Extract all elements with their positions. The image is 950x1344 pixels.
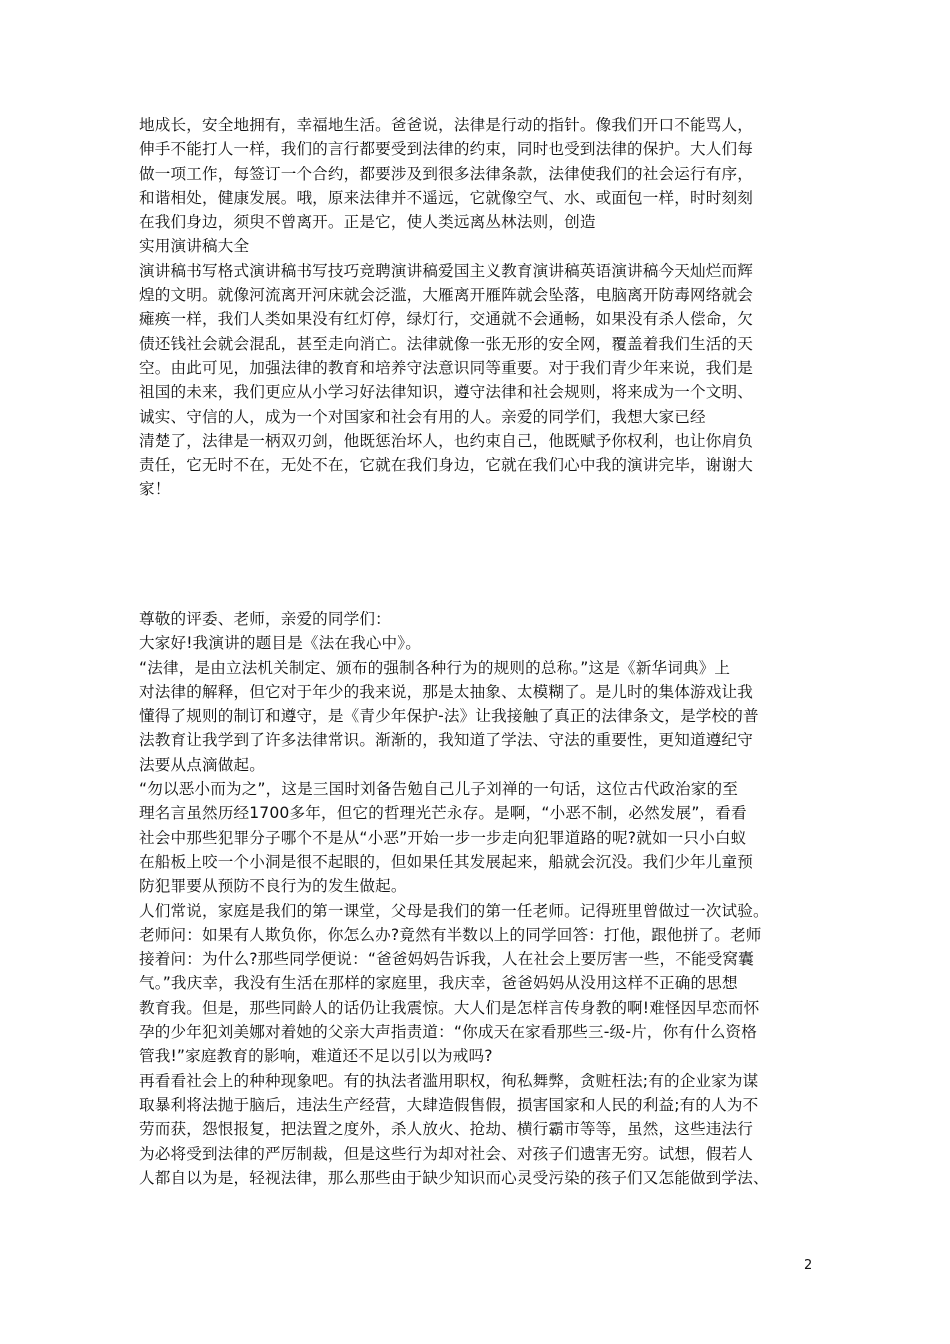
text-line: 诚实、守信的人，成为一个对国家和社会有用的人。亲爱的同学们，我想大家已经 — [139, 407, 706, 426]
text-line: 瘫痪一样，我们人类如果没有红灯停，绿灯行，交通就不会通畅，如果没有杀人偿命，欠 — [139, 310, 754, 329]
text-line: 煌的文明。就像河流离开河床就会泛滥，大雁离开雁阵就会坠落，电脑离开防毒网络就会 — [139, 286, 754, 305]
text-line: 防犯罪要从预防不良行为的发生做起。 — [139, 877, 407, 896]
text-line: 理名言虽然历经1700多年，但它的哲理光芒永存。是啊，“小恶不制，必然发展”，看看 — [139, 804, 747, 823]
text-line: 法教育让我学到了许多法律常识。渐渐的，我知道了学法、守法的重要性，更知道遵纪守 — [139, 731, 754, 750]
text-line: 为必将受到法律的严厉制裁，但是这些行为却对社会、对孩子们遗害无穷。试想，假若人 — [139, 1144, 754, 1163]
text-line: 和谐相处，健康发展。哦，原来法律并不遥远，它就像空气、水、或面包一样，时时刻刻 — [139, 188, 754, 207]
text-line: 伸手不能打人一样，我们的言行都要受到法律的约束，同时也受到法律的保护。大人们每 — [139, 140, 754, 159]
text-line: 债还钱社会就会混乱，甚至走向消亡。法律就像一张无形的安全网，覆盖着我们生活的天 — [139, 334, 754, 353]
text-line: 在我们身边，须臾不曾离开。正是它，使人类远离丛林法则，创造 — [139, 213, 596, 232]
text-line: 气。”我庆幸，我没有生活在那样的家庭里，我庆幸，爸爸妈妈从没用这样不正确的思想 — [139, 974, 738, 993]
text-line: 老师问：如果有人欺负你，你怎么办?竟然有半数以上的同学回答：打他，跟他拼了。老师 — [139, 925, 762, 944]
text-block-top — [139, 113, 839, 502]
text-line: 演讲稿书写格式演讲稿书写技巧竞聘演讲稿爱国主义教育演讲稿英语演讲稿今天灿烂而辉 — [139, 261, 754, 280]
text-line: 人们常说，家庭是我们的第一课堂，父母是我们的第一任老师。记得班里曾做过一次试验。 — [139, 901, 769, 920]
text-line: 大家好!我演讲的题目是《法在我心中》。 — [139, 634, 421, 653]
text-line: 孕的少年犯刘美娜对着她的父亲大声指责道：“你成天在家看那些三-级-片，你有什么资格 — [139, 1023, 758, 1042]
text-line: “勿以恶小而为之”，这是三国时刘备告勉自己儿子刘禅的一句话，这位古代政治家的至 — [139, 780, 738, 799]
text-line: 管我!”家庭教育的影响，难道还不足以引以为戒吗? — [139, 1047, 493, 1066]
text-line: 法要从点滴做起。 — [139, 755, 265, 774]
text-line: 地成长，安全地拥有，幸福地生活。爸爸说，法律是行动的指针。像我们开口不能骂人， — [139, 116, 754, 134]
text-line: 取暴利将法抛于脑后，违法生产经营，大肆造假售假，损害国家和人民的利益;有的人为不 — [139, 1095, 759, 1114]
text-line: 接着问：为什么?那些同学便说：“爸爸妈妈告诉我，人在社会上要厉害一些，不能受窝囊 — [139, 950, 754, 969]
text-line: 人都自以为是，轻视法律，那么那些由于缺少知识而心灵受污染的孩子们又怎能做到学法、 — [139, 1168, 769, 1187]
text-line: 责任，它无时不在，无处不在，它就在我们身边，它就在我们心中我的演讲完毕，谢谢大 — [139, 456, 754, 475]
text-line: 清楚了，法律是一柄双刃剑，他既惩治坏人，也约束自己，他既赋予你权利，也让你肩负 — [139, 431, 754, 450]
text-line: 对法律的解释，但它对于年少的我来说，那是太抽象、太模糊了。是儿时的集体游戏让我 — [139, 682, 754, 701]
text-line: 空。由此可见，加强法律的教育和培养守法意识同等重要。对于我们青少年来说，我们是 — [139, 358, 754, 377]
text-line: 劳而获，怨恨报复，把法置之度外，杀人放火、抢劫、横行霸市等等，虽然，这些违法行 — [139, 1120, 754, 1139]
text-line: 社会中那些犯罪分子哪个不是从“小恶”开始一步一步走向犯罪道路的呢?就如一只小白蚁 — [139, 828, 747, 847]
text-line: 做一项工作，每签订一个合约，都要涉及到很多法律条款，法律使我们的社会运行有序， — [139, 164, 754, 183]
section-heading: 实用演讲稿大全 — [139, 237, 250, 256]
text-line: 再看看社会上的种种现象吧。有的执法者滥用职权，徇私舞弊，贪赃枉法;有的企业家为谋 — [139, 1071, 759, 1090]
text-line: 懂得了规则的制订和遵守，是《青少年保护-法》让我接触了真正的法律条文，是学校的普 — [139, 707, 759, 726]
text-line: 教育我。但是，那些同龄人的话仍让我震惊。大人们是怎样言传身教的啊!难怪因早恋而怀 — [139, 998, 760, 1017]
text-line: “法律，是由立法机关制定、颁布的强制各种行为的规则的总称。”这是《新华词典》上 — [139, 658, 731, 677]
text-block-speech — [139, 607, 839, 1190]
text-line: 在船板上咬一个小洞是很不起眼的，但如果任其发展起来，船就会沉没。我们少年儿童预 — [139, 852, 754, 871]
page-number: 2 — [804, 1258, 813, 1273]
salutation-line: 尊敬的评委、老师，亲爱的同学们： — [139, 610, 391, 628]
text-line: 家！ — [139, 480, 171, 499]
text-line: 祖国的未来，我们更应从小学习好法律知识，遵守法律和社会规则，将来成为一个文明、 — [139, 383, 754, 402]
